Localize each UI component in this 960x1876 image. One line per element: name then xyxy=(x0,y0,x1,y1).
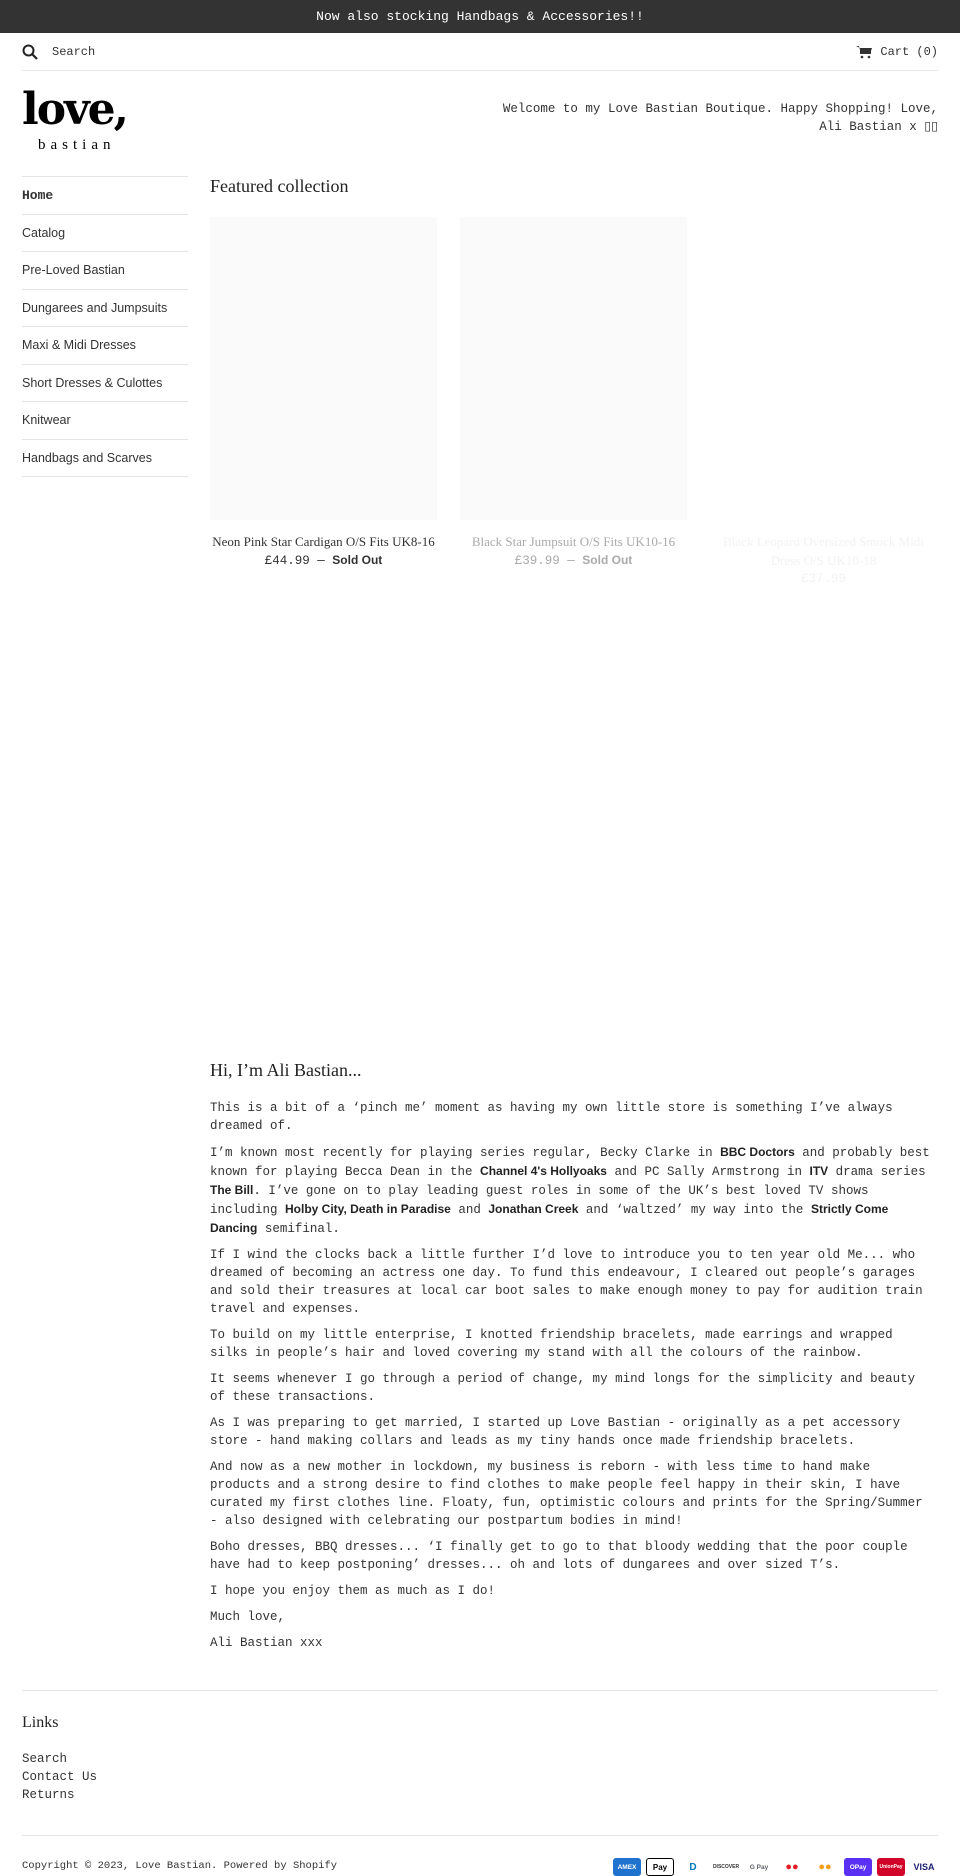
discover-icon: DISCOVER xyxy=(712,1864,740,1870)
paragraph: I’m known most recently for playing series regular, Becky Clarke in BBC Doctors and probably best known for playing Becca Dean in the Channel 4's Hollyoaks and PC Sally Armstrong in ITV drama series The Bill. I’ve gone on to play leading guest roles in some of the UK’s best loved TV shows including Holby City, Death in Paradise and Jonathan Creek and ‘waltzed’ my way into the Strictly Come Dancing semifinal. xyxy=(210,1145,930,1236)
footer-link-search[interactable]: Search xyxy=(22,1752,68,1766)
paragraph: If I wind the clocks back a little further I’d love to introduce you to ten year old Me... who dreamed of becoming an actress one day. To fund this endeavour, I cleared out people’s garages and sold their treasures at local car boot sales to make enough money to pay for audition train travel and expenses. xyxy=(210,1248,923,1316)
sidebar-item-home[interactable]: Home xyxy=(22,177,188,215)
apple-pay-icon: Pay xyxy=(646,1858,674,1876)
copyright: Copyright © 2023, Love Bastian. Powered by Shopify xyxy=(22,1860,338,1872)
paragraph: Boho dresses, BBQ dresses... ‘I finally get to go to that bloody wedding that the poor couple have had to keep postponing’ dresses... oh and lots of dungarees and over sized T’s. xyxy=(210,1540,908,1572)
sidebar-item-catalog[interactable]: Catalog xyxy=(22,215,188,253)
logo-main: love, xyxy=(22,84,127,135)
product-card[interactable] xyxy=(210,217,437,589)
footer-link-contact[interactable]: Contact Us xyxy=(22,1770,98,1784)
paragraph: This is a bit of a ‘pinch me’ moment as having my own little store is something I’ve always dreamed of. xyxy=(210,1101,893,1133)
unionpay-icon: UnionPay xyxy=(877,1858,905,1876)
sidebar-item-short-dresses[interactable]: Short Dresses & Culottes xyxy=(22,365,188,403)
product-price: £39.99 xyxy=(514,554,560,568)
logo[interactable] xyxy=(22,86,152,154)
product-grid xyxy=(210,217,937,589)
welcome-message: Welcome to my Love Bastian Boutique. Happy Shopping! Love, Ali Bastian x ▯▯ xyxy=(502,102,938,134)
product-price: £37.99 xyxy=(800,572,846,586)
announcement-text: Now also stocking Handbags & Accessories!! xyxy=(316,9,644,24)
paragraph: And now as a new mother in lockdown, my business is reborn - with less time to hand make products and a strong desire to find clothes to make people feel happy in their skin, I have curated my first clothes line. Floaty, fun, optimistic colours and prints for the Spring/Summer - also designed with celebrating our postpartum bodies in mind! xyxy=(210,1460,923,1528)
footer-divider xyxy=(22,1690,938,1691)
sold-out-badge: Sold Out xyxy=(332,553,383,567)
sidebar-item-dungarees[interactable]: Dungarees and Jumpsuits xyxy=(22,290,188,328)
visa-icon: VISA xyxy=(913,1862,935,1872)
sold-out-badge: Sold Out xyxy=(582,553,633,567)
announcement-bar xyxy=(0,0,960,33)
footer-links xyxy=(22,1714,97,1804)
product-title[interactable]: Black Leopard Oversized Smock Midi Dress O/S UK10-18 xyxy=(723,534,924,568)
product-image[interactable] xyxy=(710,217,937,520)
sidebar-item-knitwear[interactable]: Knitwear xyxy=(22,402,188,440)
about-section xyxy=(210,1060,937,1660)
footer-link-returns[interactable]: Returns xyxy=(22,1788,75,1802)
product-price: £44.99 xyxy=(264,554,310,568)
shop-pay-icon: OPay xyxy=(844,1858,872,1876)
sidebar-item-pre-loved[interactable]: Pre-Loved Bastian xyxy=(22,252,188,290)
sidebar-nav xyxy=(22,176,188,477)
about-title: Hi, I’m Ali Bastian... xyxy=(210,1060,362,1080)
product-title[interactable]: Neon Pink Star Cardigan O/S Fits UK8-16 xyxy=(212,534,435,549)
product-card[interactable] xyxy=(710,217,937,589)
price-separator: — xyxy=(317,554,325,568)
mastercard-icon: ●● xyxy=(818,1861,832,1873)
logo-sub: bastian xyxy=(38,137,116,153)
product-image[interactable] xyxy=(210,217,437,520)
featured-title: Featured collection xyxy=(210,176,349,196)
amex-icon: AMEX xyxy=(613,1858,641,1876)
search-label: Search xyxy=(52,44,96,59)
sidebar-item-maxi-midi[interactable]: Maxi & Midi Dresses xyxy=(22,327,188,365)
paragraph: As I was preparing to get married, I started up Love Bastian - originally as a pet accessory store - hand making collars and leads as my tiny hands once made friendship bracelets. xyxy=(210,1416,901,1448)
product-title[interactable]: Black Star Jumpsuit O/S Fits UK10-16 xyxy=(471,534,676,549)
product-image[interactable] xyxy=(460,217,687,520)
paragraph: To build on my little enterprise, I knotted friendship bracelets, made earrings and wrapped silks in people’s hair and loved covering my stand with all the colours of the rainbow. xyxy=(210,1328,893,1360)
price-separator: — xyxy=(567,554,575,568)
sidebar-item-handbags[interactable]: Handbags and Scarves xyxy=(22,440,188,478)
diners-club-icon: D xyxy=(689,1861,697,1873)
paragraph: It seems whenever I go through a period of change, my mind longs for the simplicity and beauty of these transactions. xyxy=(210,1372,916,1404)
search-button[interactable] xyxy=(22,44,95,60)
paragraph: I hope you enjoy them as much as I do! xyxy=(210,1584,496,1598)
footer-divider xyxy=(22,1835,938,1836)
maestro-icon: ●● xyxy=(785,1861,799,1873)
google-pay-icon: G Pay xyxy=(749,1863,769,1871)
cart-label: Cart (0) xyxy=(880,44,938,59)
cart-icon xyxy=(856,45,872,59)
product-card[interactable] xyxy=(460,217,687,589)
payment-icons xyxy=(613,1858,938,1876)
search-icon xyxy=(22,44,38,60)
footer-links-title: Links xyxy=(22,1714,59,1731)
paragraph: Ali Bastian xxx xyxy=(210,1636,323,1650)
paragraph: Much love, xyxy=(210,1610,286,1624)
cart-link[interactable] xyxy=(856,45,938,59)
header xyxy=(22,33,938,71)
